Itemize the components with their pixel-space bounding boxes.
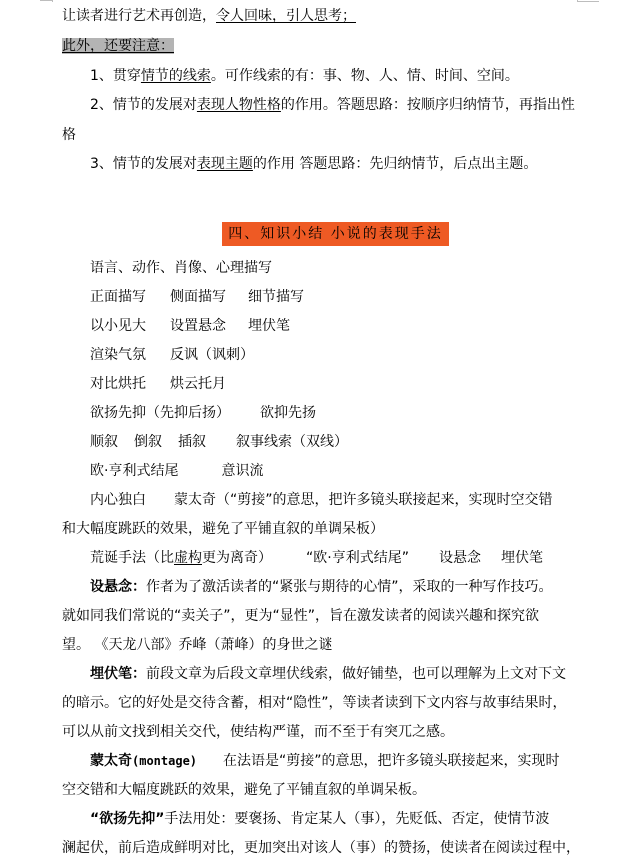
intro-underlined: 令人回味，引人思考； [216,8,356,24]
definition-text: 作者为了激活读者的“紧张与期待的心情”，采取的一种写作技巧。 [146,579,553,595]
point-prefix: 3、情节的发展对 [90,156,197,172]
montage-line-wrap [62,519,384,539]
point-suffix: 的作用 答题思路：先归纳情节，后点出主题。 [252,156,538,172]
definition-text: 就如同我们常说的“卖关子”，更为“显性”，旨在激发读者的阅读兴趣和探究欲 [62,608,540,624]
technique-item: 内心独白 [90,492,146,508]
technique-line-1 [90,258,272,278]
definition-suspense [90,577,553,597]
technique-line-7 [90,432,348,452]
technique-line-8 [90,461,263,481]
point-prefix: 1、贯穿 [90,68,141,84]
point-underlined: 情节的线索 [140,68,211,84]
technique-item: 侧面描写 [170,289,226,305]
technique-item: 插叙 [178,434,206,450]
technique-item: 叙事线索（双线） [236,434,348,450]
definition-montage [90,751,560,771]
page-corner-mark-right-v [577,0,578,2]
technique-item: 倒叙 [134,434,162,450]
definition-text: 手法用处：要褒扬、肯定某人（事），先贬低、否定，使情节波 [164,811,550,827]
definition-suspense-l3 [62,635,332,655]
definition-text: 可以从前文找到相关交代，使结构严谨，而不至于有突兀之感。 [62,724,454,740]
section-heading: 四、知识小结 小说的表现手法 [222,222,449,246]
point-1 [90,66,519,86]
technique-item: 反讽（讽刺） [170,347,254,363]
technique-item: 设置悬念 [170,318,226,334]
technique-item: “欧·亨利式结尾” [306,550,409,566]
technique-item: 意识流 [221,463,264,479]
definition-text: 的暗示。它的好处是交待含蓄，相对“隐性”，等读者读到下文内容与故事结果时， [62,695,567,711]
note-heading-text: 此外，还要注意： [62,38,174,54]
absurd-line [90,548,543,568]
technique-line-2 [90,287,304,307]
absurd-prefix: 荒诞手法（比 [90,550,174,566]
page-corner-mark-right [577,1,599,2]
point-underlined: 表现人物性格 [196,97,281,113]
intro-line [62,6,356,26]
technique-item: 欲抑先扬 [260,405,316,421]
technique-item: 设悬念 [438,550,481,566]
definition-suppress-first [90,809,549,829]
point-suffix: 。可作线索的有：事、物、人、情、时间、空间。 [210,68,519,84]
point-wrap: 格 [62,127,76,143]
point-prefix: 2、情节的发展对 [90,97,197,113]
technique-item: 欲扬先抑（先抑后扬） [90,405,230,421]
point-3 [90,154,537,174]
definition-suspense-l2 [62,606,539,626]
technique-line-6 [90,403,316,423]
technique-item: 正面描写 [90,289,146,305]
technique-item: 以小见大 [90,318,146,334]
technique-item: 细节描写 [248,289,304,305]
definition-suppress-first-l2 [62,838,580,858]
technique-item-wrap: 和大幅度跳跃的效果，避免了平铺直叙的单调呆板） [62,521,384,537]
technique-line-4 [90,345,254,365]
technique-item: 渲染气氛 [90,347,146,363]
point-underlined: 表现主题 [196,156,253,172]
definition-text: 望。 《天龙八部》乔峰（萧峰）的身世之谜 [62,637,333,653]
technique-item: 欧·亨利式结尾 [90,463,179,479]
technique-item: 对比烘托 [90,376,146,392]
absurd-suffix: 更为离奇） [202,550,272,566]
point-2 [90,95,575,115]
technique-item: 蒙太奇（“剪接”的意思，把许多镜头联接起来，实现时空交错 [174,492,553,508]
technique-item: 顺叙 [90,434,118,450]
technique-item: 埋伏笔 [248,318,290,334]
definition-montage-l2 [62,780,426,800]
technique-line-3 [90,316,290,336]
definition-term-latin: (montage) [132,754,198,768]
definition-term: 设悬念： [90,579,146,595]
definition-text: 空交错和大幅度跳跃的效果，避免了平铺直叙的单调呆板。 [62,782,426,798]
technique-item: 烘云托月 [170,376,226,392]
definition-text: 在法语是“剪接”的意思，把许多镜头联接起来，实现时 [223,753,560,769]
definition-foreshadow [90,664,566,684]
definition-term: “欲扬先抑” [90,811,165,827]
page-corner-mark-left [40,0,52,1]
technique-line-5 [90,374,226,394]
technique-item: 埋伏笔 [500,550,543,566]
point-2-wrap [62,125,76,145]
definition-foreshadow-l2 [62,693,567,713]
definition-term: 埋伏笔： [90,666,146,682]
note-heading [62,36,174,56]
intro-text: 让读者进行艺术再创造， [62,8,216,24]
absurd-underlined: 虚构 [174,550,202,566]
montage-line [90,490,553,510]
page-corner-mark-left-v [52,0,53,2]
technique-item: 语言、动作、肖像、心理描写 [90,260,272,276]
definition-text: 前段文章为后段文章埋伏线索，做好铺垫，也可以理解为上文对下文 [146,666,566,682]
definition-text: 澜起伏，前后造成鲜明对比，更加突出对该人（事）的赞扬，使读者在阅读过程中， [62,840,580,856]
definition-foreshadow-l3 [62,722,454,742]
point-suffix: 的作用。答题思路：按顺序归纳情节，再指出性 [280,97,575,113]
definition-term: 蒙太奇 [90,753,132,769]
